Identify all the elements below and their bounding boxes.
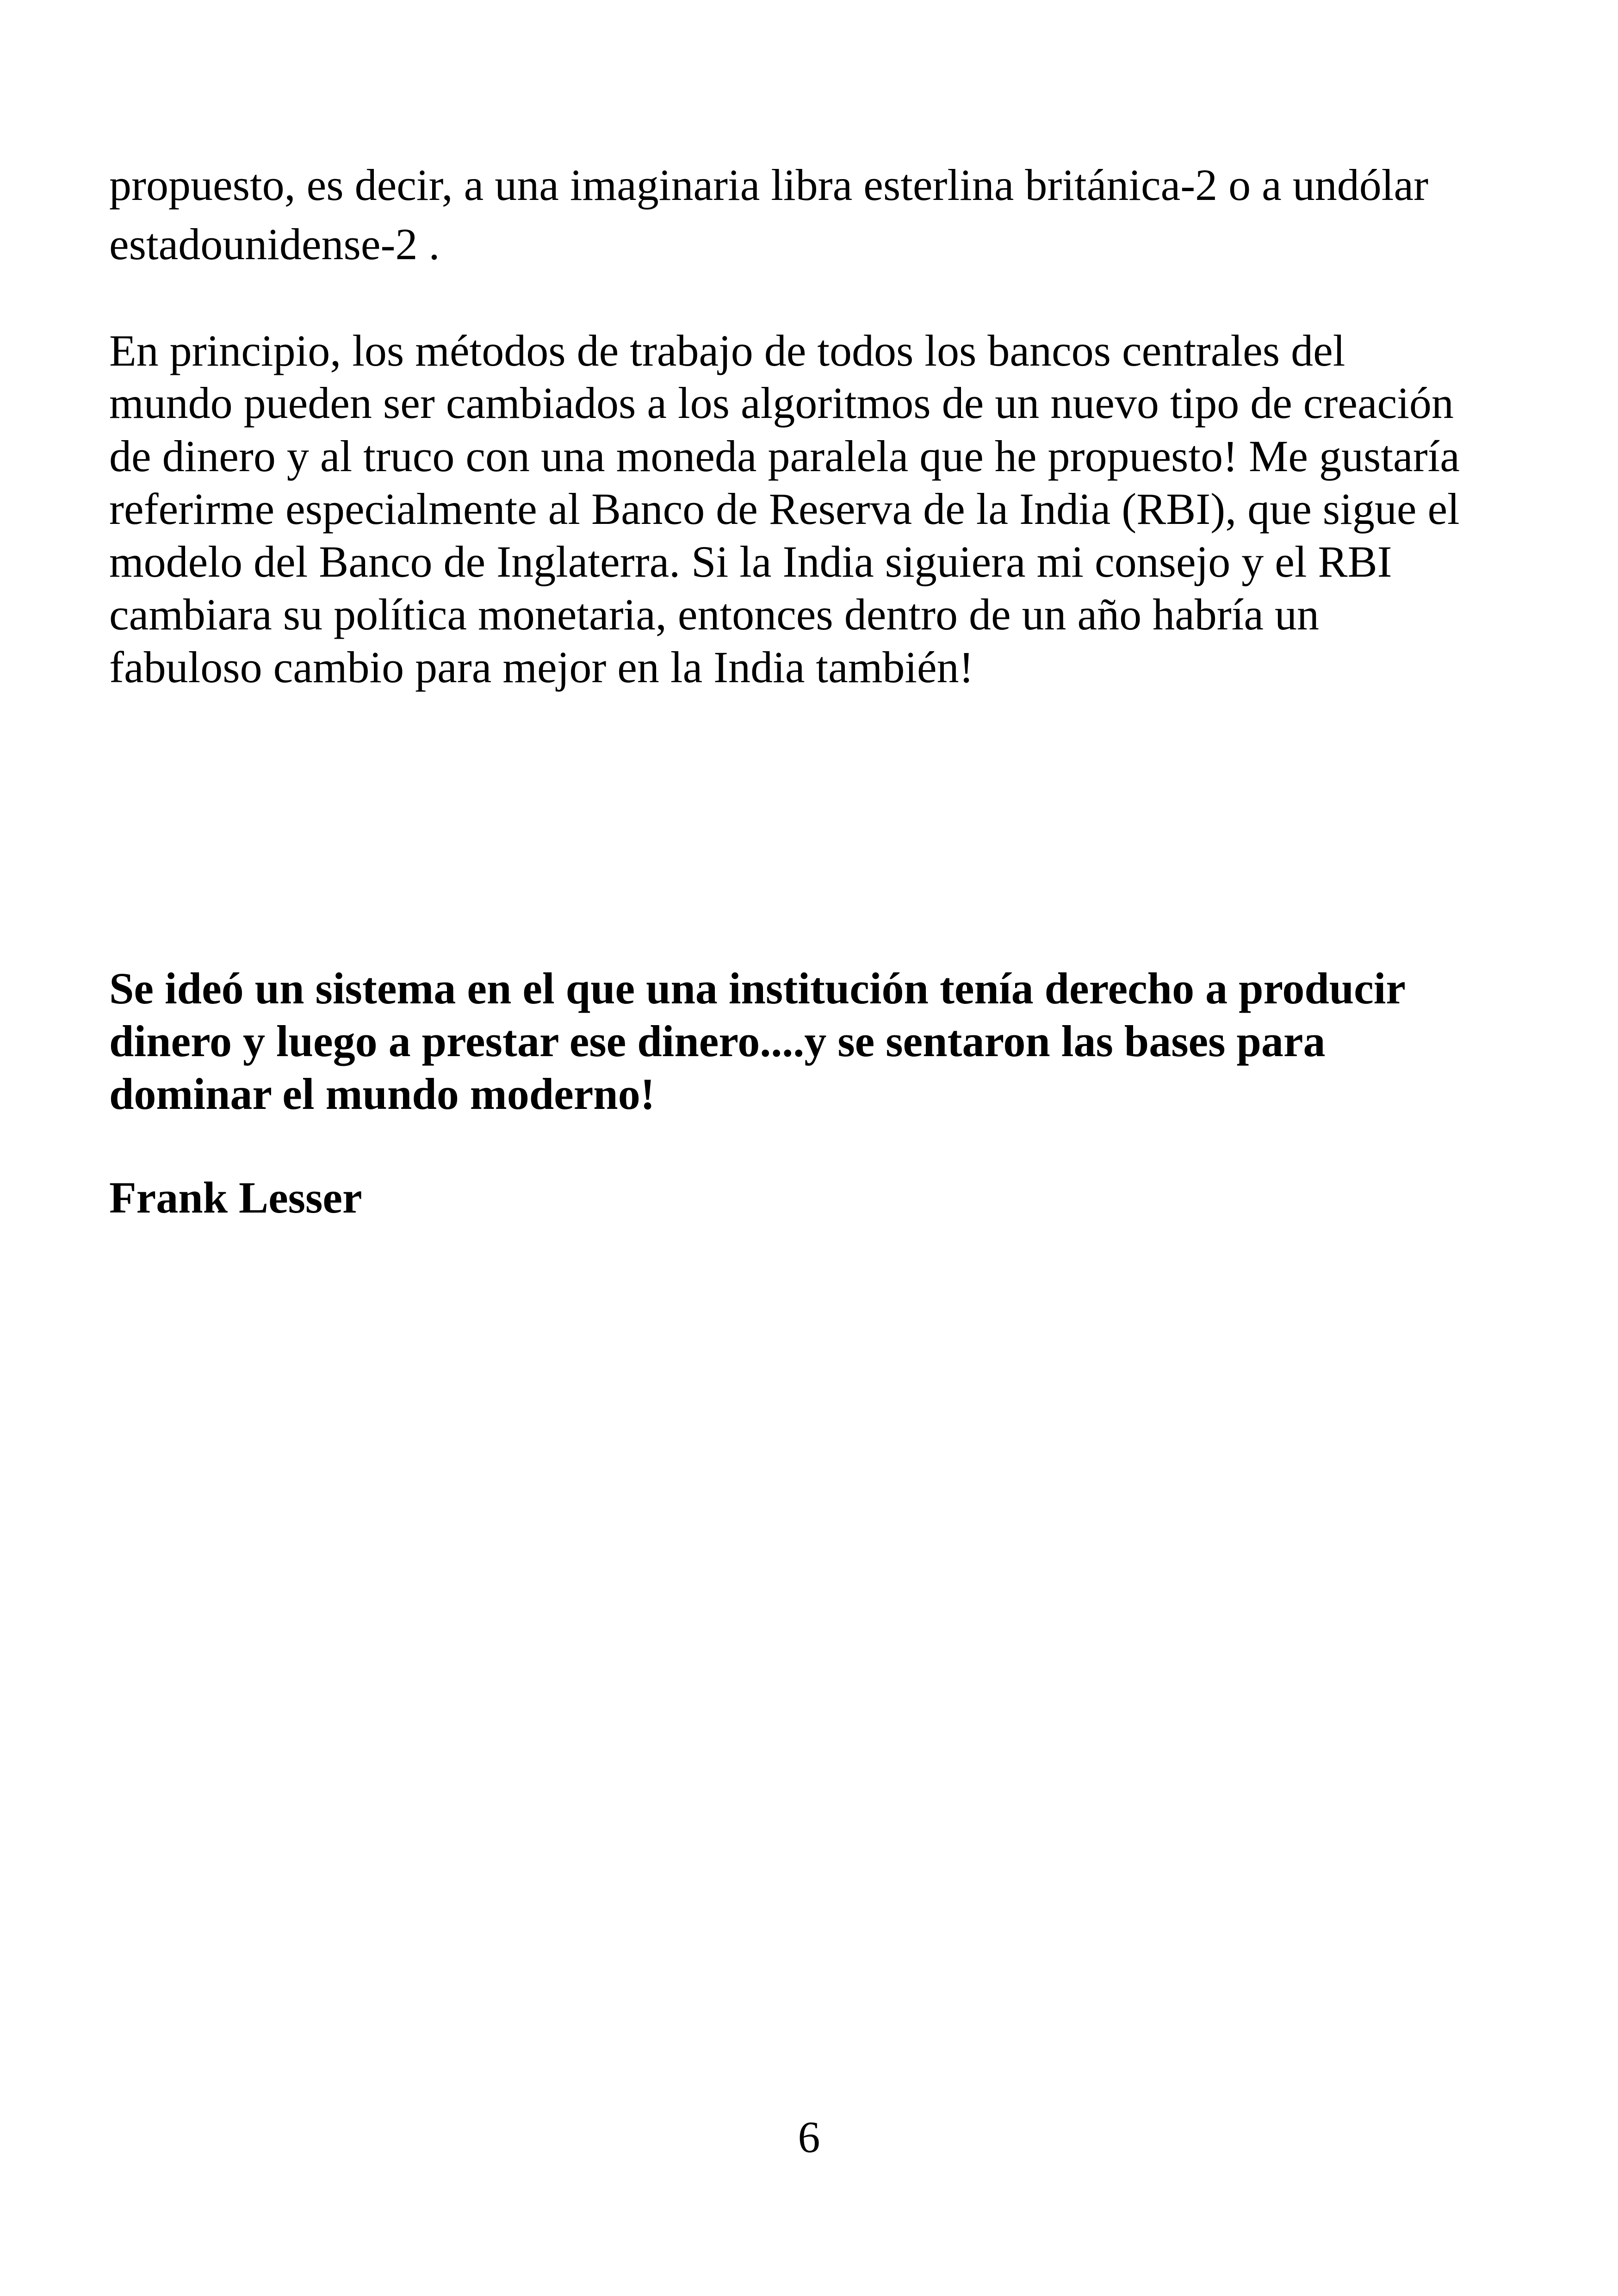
paragraph-2-line-2: mundo pueden ser cambiados a los algoritmos de un nuevo tipo de creación [109,378,1454,428]
quote-line-2: dinero y luego a prestar ese dinero....y se sentaron las bases para [109,1016,1326,1066]
quote-line-1: Se ideó un sistema en el que una institución tenía derecho a producir [109,964,1406,1013]
paragraph-1-line-2: estadounidense-2 . [109,219,440,269]
paragraph-2-line-7: fabuloso cambio para mejor en la India también! [109,642,974,692]
quote-author: Frank Lesser [109,1173,362,1222]
paragraph-2-line-4: referirme especialmente al Banco de Reserva de la India (RBI), que sigue el [109,484,1460,534]
paragraph-1-line-1: propuesto, es decir, a una imaginaria libra esterlina británica-2 o a undólar [109,160,1429,210]
paragraph-2-line-6: cambiara su política monetaria, entonces dentro de un año habría un [109,590,1320,639]
paragraph-2-line-5: modelo del Banco de Inglaterra. Si la India siguiera mi consejo y el RBI [109,537,1392,586]
quote-line-3: dominar el mundo moderno! [109,1069,655,1119]
page-number: 6 [798,2112,820,2162]
paragraph-2-line-3: de dinero y al truco con una moneda paralela que he propuesto! Me gustaría [109,431,1460,481]
paragraph-2-line-1: En principio, los métodos de trabajo de todos los bancos centrales del [109,326,1345,375]
